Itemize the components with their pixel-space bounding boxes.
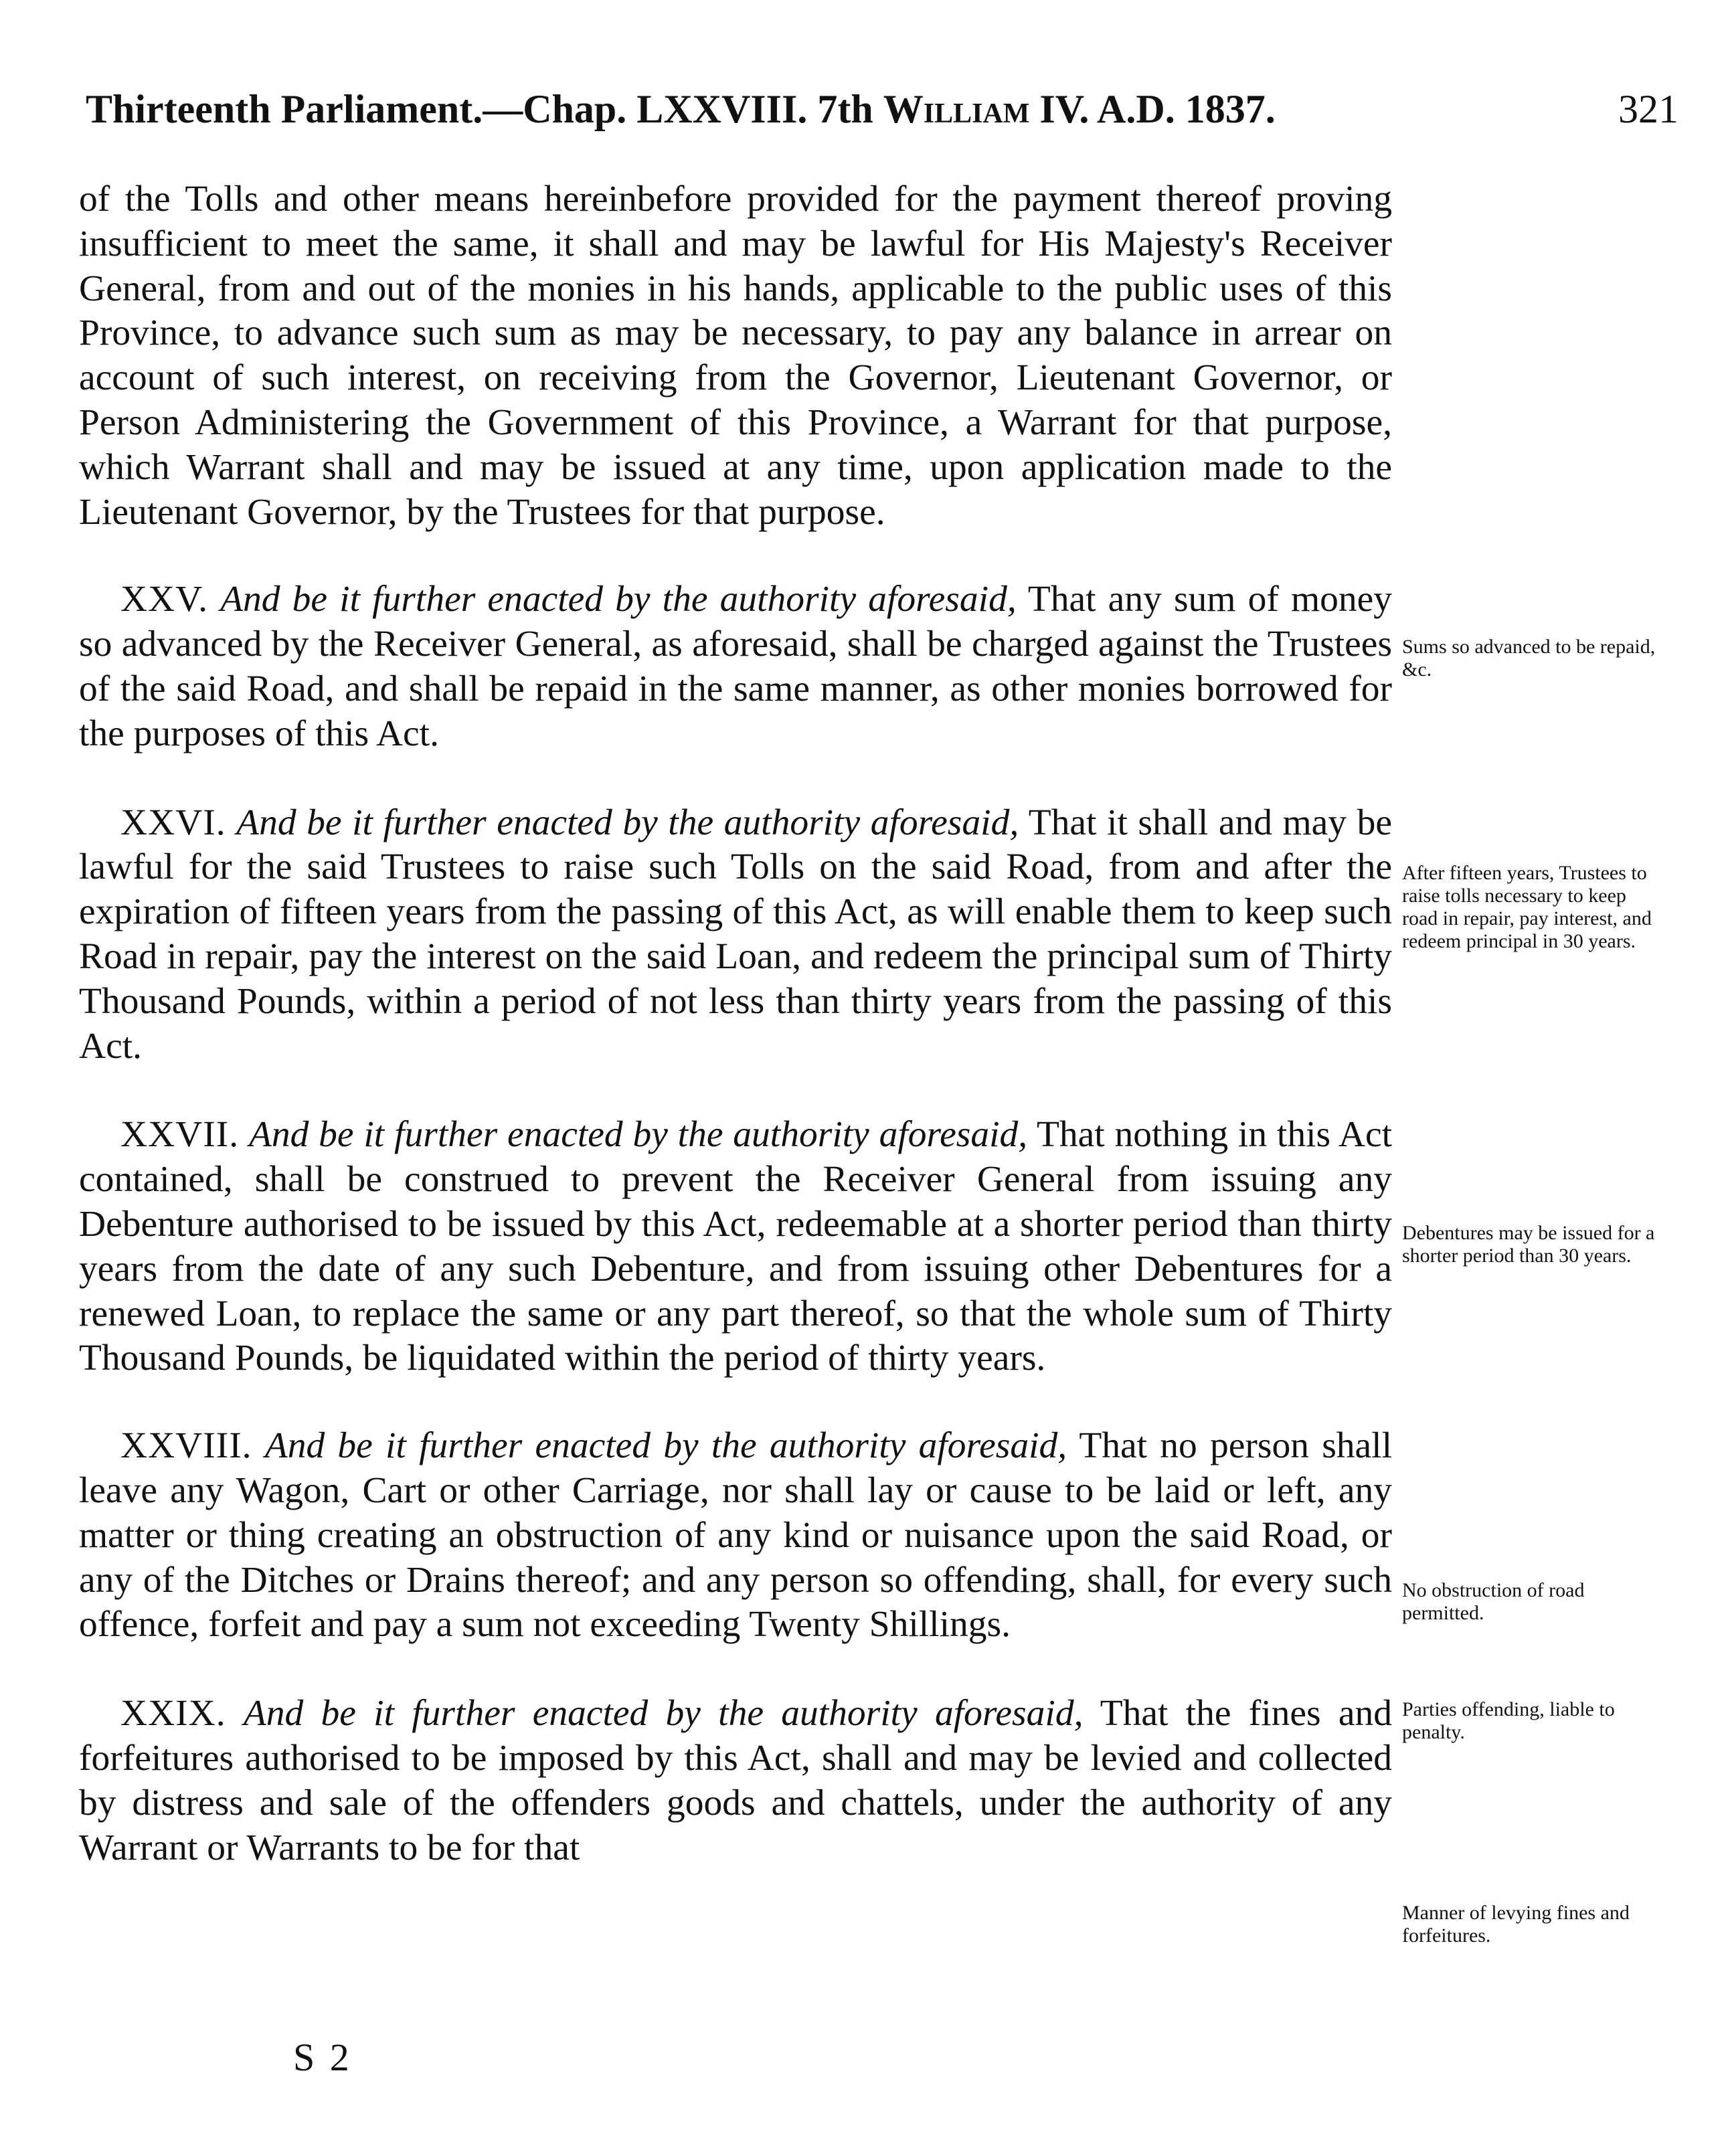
margin-note-levying: Manner of levying fines and forfeitures. [1402,1902,1630,1947]
margin-note-obstruction: No obstruction of road permitted. [1402,1579,1585,1624]
section-text: That nothing in this Act contained, shall be construed to prevent the Receiver General from issuing any Debenture authorised to be issued by this Act, redeemable at a shorter period than thirty years from the date of any such Debenture, and from issuing other Debentures for a renewed Loan, to replace the same or any part thereof, so that the whole sum of Thirty Thousand Pounds, be liquidated within the period of thirty years. [79,1114,1393,1379]
section-text: That it shall and may be lawful for the said Trustees to raise such Tolls on the said Road, from and after the expiration of fifteen years from the passing of this Act, as will enable them to keep such Road in repair, pay the interest on the said Loan, and redeem the principal sum of Thirty Thousand Pounds, within a period of not less than thirty years from the passing of this Act. [79,802,1393,1067]
continuation-paragraph: of the Tolls and other means hereinbefore provided for the payment thereof proving insufficient to meet the same, it shall and may be lawful for His Majesty's Receiver General, from and out of the monies in his hands, applicable to the public uses of this Province, to advance such sum as may be necessary, to pay any balance in arrear on account of such interest, on receiving from the Governor, Lieutenant Governor, or Person Administering the Government of this Province, a Warrant for that purpose, which Warrant shall and may be issued at any time, upon application made to the Lieutenant Governor, by the Trustees for that purpose. [79,179,1392,533]
enacting-clause: And be it further enacted by the authority aforesaid, [264,1425,1067,1467]
enacting-clause: And be it further enacted by the authority aforesaid, [236,802,1019,843]
title-king: William [883,87,1030,131]
section-text: That the fines and forfeitures authorised to be imposed by this Act, shall and may be levied and collected by distress and sale of the offenders goods and chattels, under the authority of any Warrant or Warrants to be for that [79,1693,1393,1868]
section-xxix [79,1692,1392,1870]
page-number: 321 [1618,87,1678,131]
enacting-clause: And be it further enacted by the authority aforesaid, [248,1114,1028,1156]
margin-note-fifteen-years: After fifteen years, Trustees to raise tolls necessary to keep road in repair, pay interest, and redeem principal in 30 years. [1402,862,1652,952]
section-xxviii [79,1424,1392,1647]
signature-mark: S 2 [293,2036,352,2079]
margin-note-sums-advanced: Sums so advanced to be repaid, &c. [1402,636,1656,681]
section-text: That no person shall leave any Wagon, Cart or other Carriage, nor shall lay or cause to be laid or left, any matter or thing creating an obstruction of any kind or nuisance upon the said Road, or any of the Ditches or Drains thereof; and any person so offending, shall, for every such offence, forfeit and pay a sum not exceeding Twenty Shillings. [79,1425,1393,1645]
margin-note-debentures: Debentures may be issued for a shorter period than 30 years. [1402,1222,1655,1267]
section-xxvi [79,801,1392,1069]
margin-note-penalty: Parties offending, liable to penalty. [1402,1698,1615,1743]
title-post: IV. A.D. 1837. [1029,87,1276,131]
section-xxvii [79,1113,1392,1381]
running-head-title [86,79,1276,139]
section-number: XXVIII. [120,1425,252,1467]
section-text: That any sum of money so advanced by the Receiver General, as aforesaid, shall be charged against the Trustees of the said Road, and shall be repaid in the same manner, as other monies borrowed for the purposes of this Act. [79,579,1393,754]
section-number: XXIX. [120,1693,226,1734]
body-text [79,177,1392,1870]
section-number: XXVI. [120,802,226,843]
title-pre: Thirteenth Parliament.—Chap. LXXVIII. 7th [86,87,883,131]
section-number: XXV. [120,579,208,620]
enacting-clause: And be it further enacted by the authority aforesaid, [243,1693,1084,1734]
running-head [86,79,1678,139]
enacting-clause: And be it further enacted by the authority aforesaid, [220,579,1017,620]
section-number: XXVII. [120,1114,240,1156]
section-xxv [79,577,1392,756]
